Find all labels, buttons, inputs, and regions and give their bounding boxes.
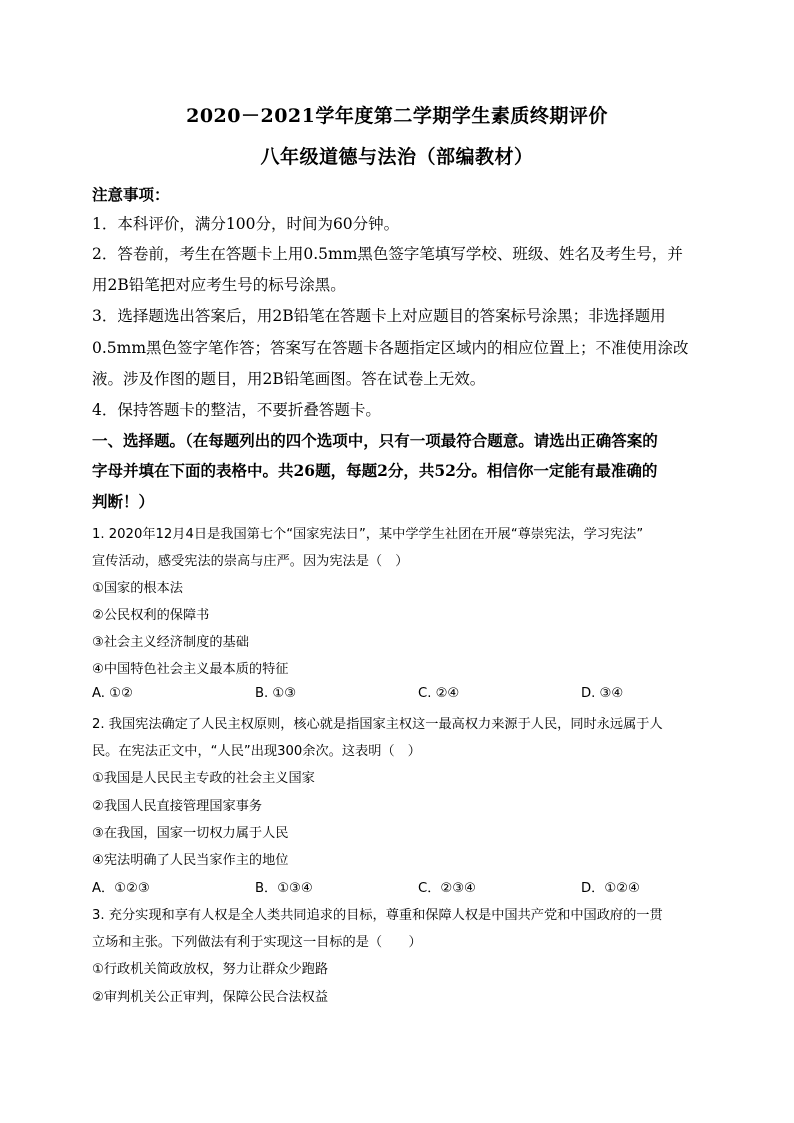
question-1-item: ②公民权利的保障书 (92, 608, 210, 623)
question-1-stem-line-1: 1. 2020年12月4日是我国第七个“国家宪法日”，某中学学生社团在开展“尊崇宪法，学习宪法” (92, 527, 644, 542)
exam-title: 2020－2021学年度第二学期学生素质终期评价 (186, 105, 608, 127)
exam-subtitle: 八年级道德与法治（部编教材） (260, 146, 534, 168)
notice-heading: 注意事项： (92, 185, 170, 204)
section-instructions-line-2: 字母并填在下面的表格中。共26题，每题2分，共52分。相信你一定能有最准确的 (92, 461, 658, 480)
option-a[interactable]: A. ①② (92, 686, 133, 701)
option-d[interactable]: D．①②④ (581, 881, 640, 896)
question-1-item: ①国家的根本法 (92, 581, 183, 596)
question-2-item: ①我国是人民民主专政的社会主义国家 (92, 771, 315, 786)
section-instructions-line-1: 一、选择题。（在每题列出的四个选项中，只有一项最符合题意。请选出正确答案的 (92, 431, 658, 450)
option-b[interactable]: B. ①③ (255, 686, 297, 701)
notice-item-2-line-1: 2．答卷前，考生在答题卡上用0.5mm黑色签字笔填写学校、班级、姓名及考生号，并 (92, 245, 683, 263)
question-2-item: ④宪法明确了人民当家作主的地位 (92, 853, 289, 868)
question-3-stem-line-2: 立场和主张。下列做法有利于实现这一目标的是（ ） (92, 935, 422, 950)
option-c[interactable]: C．②③④ (418, 881, 476, 896)
notice-item-1: 1．本科评价，满分100分，时间为60分钟。 (92, 215, 400, 233)
option-c[interactable]: C. ②④ (418, 686, 460, 701)
question-3-stem-line-1: 3. 充分实现和享有人权是全人类共同追求的目标，尊重和保障人权是中国共产党和中国政府的一贯 (92, 908, 663, 923)
question-3-item: ①行政机关简政放权，努力让群众少跑路 (92, 962, 329, 977)
question-2-stem-line-1: 2. 我国宪法确定了人民主权原则，核心就是指国家主权这一最高权力来源于人民，同时永远属于人 (92, 717, 663, 732)
question-2-stem-line-2: 民。在宪法正文中，“人民”出现300余次。这表明（ ） (92, 744, 421, 759)
question-1-item: ③社会主义经济制度的基础 (92, 635, 249, 650)
question-3-item: ②审判机关公正审判，保障公民合法权益 (92, 990, 329, 1005)
question-1-stem-line-2: 宣传活动，感受宪法的崇高与庄严。因为宪法是（ ） (92, 554, 409, 569)
notice-item-3-line-3: 液。涉及作图的题目，用2B铅笔画图。答在试卷上无效。 (92, 370, 486, 388)
option-a[interactable]: A．①②③ (92, 881, 150, 896)
question-1-item: ④中国特色社会主义最本质的特征 (92, 662, 289, 677)
question-2-item: ②我国人民直接管理国家事务 (92, 799, 263, 814)
notice-item-3-line-2: 0.5mm黑色签字笔作答；答案写在答题卡各题指定区域内的相应位置上；不准使用涂改 (92, 339, 689, 357)
section-instructions-line-3: 判断！） (92, 492, 155, 511)
option-d[interactable]: D. ③④ (581, 686, 624, 701)
question-1-options (92, 686, 712, 701)
question-2-options (92, 877, 712, 896)
option-b[interactable]: B．①③④ (255, 881, 313, 896)
notice-item-3-line-1: 3．选择题选出答案后，用2B铅笔在答题卡上对应题目的答案标号涂黑；非选择题用 (92, 307, 666, 325)
notice-item-4: 4．保持答题卡的整洁，不要折叠答题卡。 (92, 401, 381, 419)
question-2-item: ③在我国，国家一切权力属于人民 (92, 826, 289, 841)
notice-item-2-line-2: 用2B铅笔把对应考生号的标号涂黑。 (92, 276, 346, 294)
